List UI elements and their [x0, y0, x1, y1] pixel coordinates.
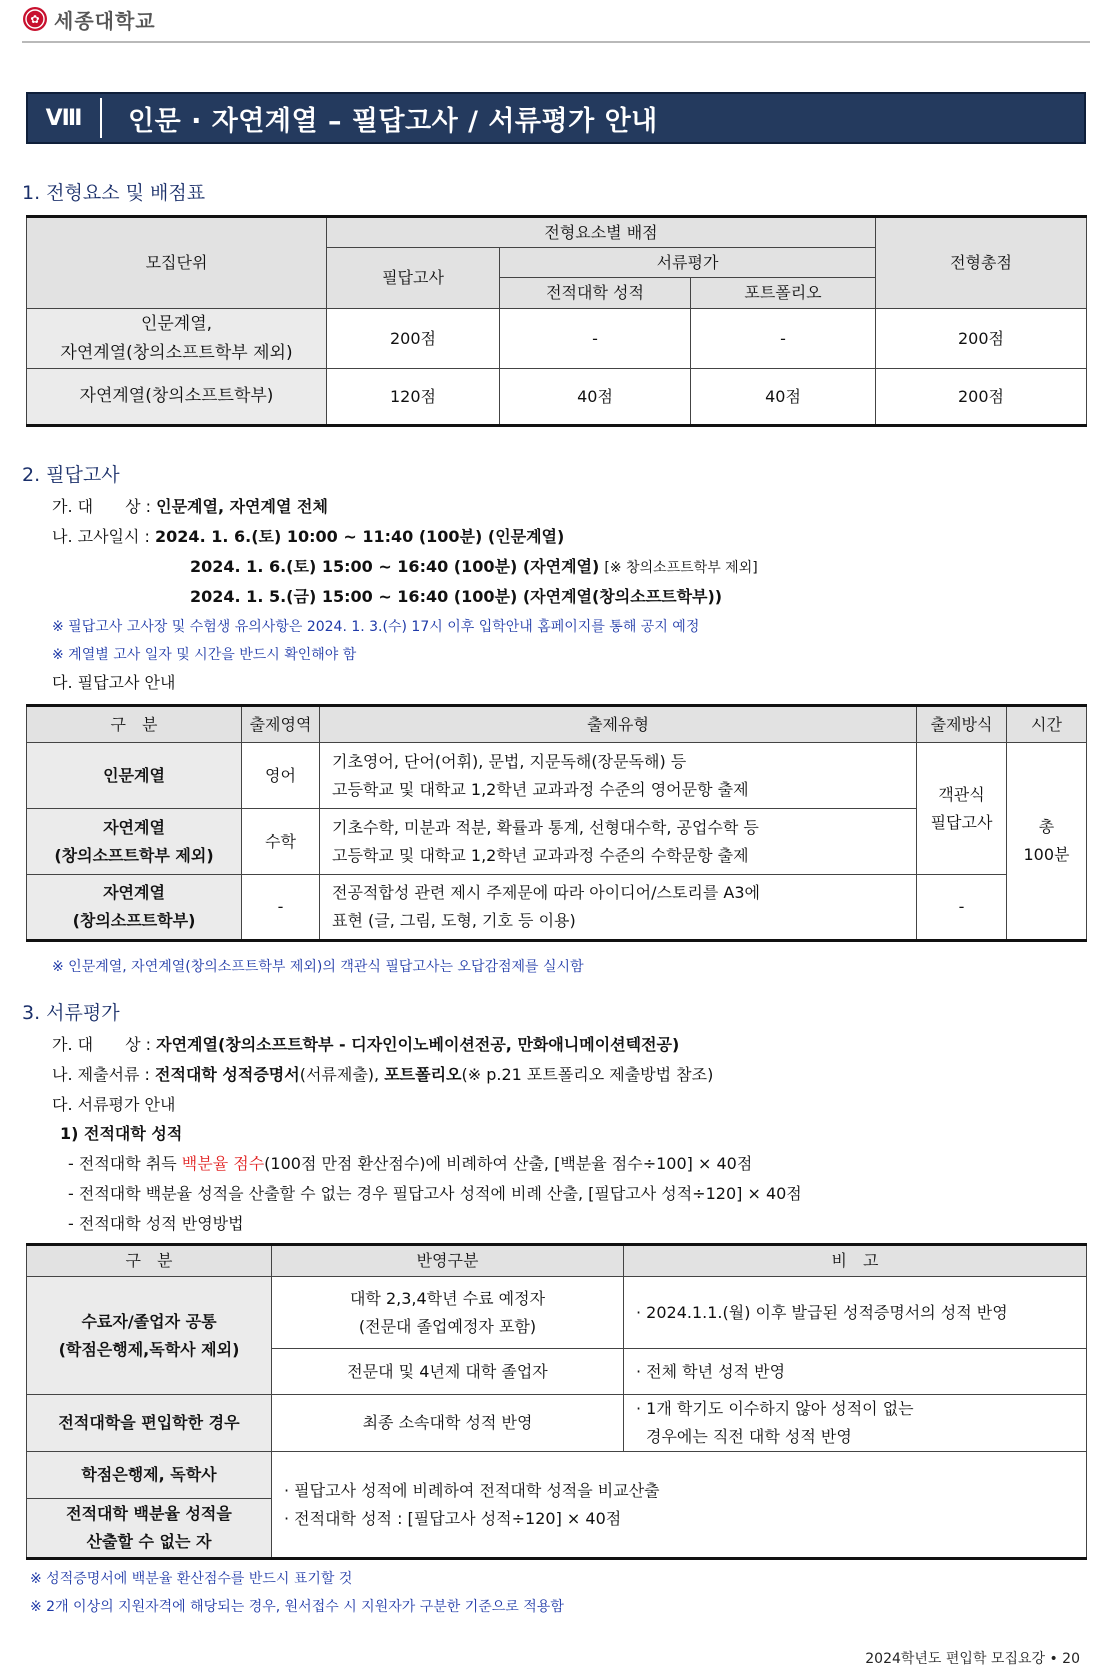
- div-cell: [27, 875, 242, 941]
- div-line: (학점은행제,독학사 제외): [58, 1339, 240, 1359]
- remark-line: 경우에는 직전 대학 성적 반영: [646, 1427, 852, 1446]
- area-cell: 영어: [242, 743, 320, 809]
- section2-heading: 2. 필답고사: [22, 464, 120, 486]
- div-cell: 인문계열: [27, 743, 242, 809]
- time-line: 100분: [1023, 845, 1070, 864]
- logo-text: 세종대학교: [54, 8, 156, 33]
- div-cell: 학점은행제, 독학사: [27, 1452, 272, 1499]
- col-div: 구 분: [27, 1245, 272, 1277]
- table-row: [27, 1277, 1087, 1349]
- col-portfolio: 포트폴리오: [691, 278, 876, 309]
- exam-date-1: 2024. 1. 6.(토) 10:00 ~ 11:40 (100분) (인문계열): [155, 527, 565, 546]
- method-line: 필답고사: [930, 812, 993, 832]
- doc-submit-line: [52, 1062, 713, 1085]
- remark-line: · 1개 학기도 이수하지 않아 성적이 없는: [636, 1399, 914, 1418]
- col-time: 시간: [1007, 706, 1087, 743]
- portfolio-score: 40점: [691, 369, 876, 426]
- rule-text: - 전적대학 취득: [68, 1154, 182, 1173]
- time-line: 총: [1038, 817, 1055, 836]
- div-cell: [27, 1277, 272, 1395]
- exam-date-2: 2024. 1. 6.(토) 15:00 ~ 16:40 (100분) (자연계열): [190, 557, 600, 576]
- col-reflect: 반영구분: [272, 1245, 624, 1277]
- chapter-banner: [26, 92, 1086, 144]
- col-div: 구 분: [27, 706, 242, 743]
- type-line: 전공적합성 관련 제시 주제문에 따라 아이디어/스토리를 A3에: [332, 883, 760, 902]
- grades-table: [26, 1243, 1087, 1560]
- university-seal-icon: [22, 6, 48, 32]
- reflect-cell: 전문대 및 4년제 대학 졸업자: [272, 1349, 624, 1395]
- remark-line: · 필답고사 성적에 비례하여 전적대학 성적을 비교산출: [284, 1480, 660, 1500]
- grades-score: -: [500, 309, 691, 369]
- exam-guide-label: 다. 필답고사 안내: [52, 673, 176, 692]
- banner-divider: [100, 98, 102, 138]
- div-cell: 전적대학을 편입학한 경우: [27, 1395, 272, 1452]
- value: 자연계열(창의소프트학부 - 디자인이노베이션전공, 만화애니메이션텍전공): [156, 1035, 680, 1054]
- unit-line: 자연계열(창의소프트학부 제외): [60, 342, 293, 363]
- grades-score: 40점: [500, 369, 691, 426]
- exam-table: [26, 704, 1087, 942]
- doc-item: 전적대학 성적증명서: [155, 1065, 300, 1084]
- exam-score: 120점: [327, 369, 500, 426]
- svg-text:✿: ✿: [30, 13, 40, 26]
- table-row: [27, 309, 1087, 369]
- table-row: [27, 369, 1087, 426]
- label: 가. 대 상 :: [52, 1035, 152, 1054]
- grades-note: ※ 성적증명서에 백분율 환산점수를 반드시 표기할 것: [30, 1571, 353, 1587]
- type-cell: [320, 809, 917, 875]
- col-method: 출제방식: [917, 706, 1007, 743]
- exam-note: ※ 필답고사 고사장 및 수험생 유의사항은 2024. 1. 3.(수) 17시 이후 입학안내 홈페이지를 통해 공지 예정: [52, 619, 700, 635]
- method-cell: -: [917, 875, 1007, 941]
- type-line: 고등학교 및 대학교 1,2학년 교과과정 수준의 영어문항 출제: [332, 779, 749, 799]
- type-cell: [320, 875, 917, 941]
- table-row: [27, 1452, 1087, 1499]
- header-divider: [22, 41, 1090, 43]
- exam-note: ※ 인문계열, 자연계열(창의소프트학부 제외)의 객관식 필답고사는 오답감점제를 실시함: [52, 959, 584, 975]
- method-cell: [917, 743, 1007, 875]
- exam-note: ※ 계열별 고사 일자 및 시간을 반드시 확인해야 함: [52, 647, 357, 663]
- grades-rule-line: - 전적대학 성적 반영방법: [68, 1214, 244, 1233]
- div-cell: [27, 809, 242, 875]
- div-line: 산출할 수 없는 자: [86, 1532, 212, 1551]
- doc-item-note: (서류제출),: [299, 1065, 385, 1084]
- grades-rule-line: - 전적대학 백분율 성적을 산출할 수 없는 경우 필답고사 성적에 비례 산출, [필답고사 성적÷120] × 40점: [68, 1184, 802, 1203]
- col-docs: 서류평가: [500, 248, 876, 278]
- rule-text: (100점 만점 환산점수)에 비례하여 산출, [백분율 점수÷100] × 40점: [264, 1154, 753, 1173]
- div-line: 자연계열: [103, 817, 165, 837]
- remark-cell: [624, 1395, 1087, 1452]
- div-line: 수료자/졸업자 공통: [81, 1311, 217, 1331]
- section3-heading: 3. 서류평가: [22, 1002, 120, 1024]
- col-unit: 모집단위: [27, 217, 327, 309]
- remark-line: · 전적대학 성적 : [필답고사 성적÷120] × 40점: [284, 1508, 622, 1528]
- label: 나. 제출서류 :: [52, 1065, 150, 1084]
- div-line: (창의소프트학부): [72, 911, 196, 930]
- label: 나. 고사일시 :: [52, 527, 150, 546]
- page-footer: 2024학년도 편입학 모집요강 • 20: [865, 1651, 1080, 1667]
- reflect-line: (전문대 졸업예정자 포함): [358, 1316, 537, 1336]
- doc-item-note: (※ p.21 포트폴리오 제출방법 참조): [461, 1065, 714, 1084]
- score-table: [26, 215, 1087, 427]
- type-line: 고등학교 및 대학교 1,2학년 교과과정 수준의 수학문항 출제: [332, 845, 749, 865]
- portfolio-score: -: [691, 309, 876, 369]
- exam-date-line: [52, 524, 564, 547]
- div-line: 자연계열: [103, 883, 165, 902]
- div-line: 전적대학 백분율 성적을: [66, 1504, 232, 1523]
- table-row: [27, 743, 1087, 809]
- area-cell: 수학: [242, 809, 320, 875]
- method-line: 객관식: [938, 784, 985, 804]
- type-line: 표현 (글, 그림, 도형, 기호 등 이용): [332, 911, 576, 930]
- label: 가. 대 상 :: [52, 497, 152, 516]
- total-score: 200점: [876, 369, 1087, 426]
- exam-target-line: [52, 494, 328, 517]
- type-line: 기초수학, 미분과 적분, 확률과 통계, 선형대수학, 공업수학 등: [332, 817, 759, 837]
- table-row: [27, 875, 1087, 941]
- div-line: (창의소프트학부 제외): [54, 845, 214, 865]
- exam-date-3: 2024. 1. 5.(금) 15:00 ~ 16:40 (100분) (자연계열(창의소프트학부)): [190, 587, 723, 606]
- col-area: 출제영역: [242, 706, 320, 743]
- grades-rule-line: [68, 1151, 752, 1174]
- area-cell: -: [242, 875, 320, 941]
- unit-line: 인문계열,: [140, 313, 213, 334]
- reflect-cell: 최종 소속대학 성적 반영: [272, 1395, 624, 1452]
- reflect-line: 대학 2,3,4학년 수료 예정자: [349, 1288, 546, 1308]
- col-remark: 비 고: [624, 1245, 1087, 1277]
- remark-cell: [272, 1452, 1087, 1559]
- grades-note: ※ 2개 이상의 지원자격에 해당되는 경우, 원서접수 시 지원자가 구분한 기준으로 적용함: [30, 1599, 564, 1615]
- remark-cell: · 2024.1.1.(월) 이후 발급된 성적증명서의 성적 반영: [624, 1277, 1087, 1349]
- unit-cell: 자연계열(창의소프트학부): [27, 369, 327, 426]
- div-cell: [27, 1499, 272, 1559]
- table-row: [27, 1395, 1087, 1452]
- total-score: 200점: [876, 309, 1087, 369]
- doc-guide-label: 다. 서류평가 안내: [52, 1095, 176, 1114]
- section1-heading: 1. 전형요소 및 배점표: [22, 182, 206, 204]
- doc-item: 포트폴리오: [384, 1065, 462, 1084]
- doc-target-line: [52, 1032, 679, 1055]
- chapter-title: 인문 · 자연계열 – 필답고사 / 서류평가 안내: [128, 105, 658, 137]
- exam-date-line: [190, 584, 722, 607]
- exam-date-line: [190, 554, 758, 577]
- exam-date-2-note: [※ 창의소프트학부 제외]: [604, 560, 758, 576]
- col-type: 출제유형: [320, 706, 917, 743]
- col-group: 전형요소별 배점: [327, 217, 876, 248]
- value: 인문계열, 자연계열 전체: [156, 497, 328, 516]
- col-exam: 필답고사: [327, 248, 500, 309]
- highlight-text: 백분율 점수: [181, 1154, 265, 1173]
- university-logo: [22, 4, 156, 34]
- remark-cell: · 전체 학년 성적 반영: [624, 1349, 1087, 1395]
- type-line: 기초영어, 단어(어휘), 문법, 지문독해(장문독해) 등: [332, 751, 687, 771]
- col-total: 전형총점: [876, 217, 1087, 309]
- reflect-cell: [272, 1277, 624, 1349]
- col-grades: 전적대학 성적: [500, 278, 691, 309]
- exam-score: 200점: [327, 309, 500, 369]
- unit-cell: [27, 309, 327, 369]
- chapter-number: Ⅷ: [45, 105, 83, 131]
- grades-subheading: 1) 전적대학 성적: [60, 1124, 183, 1143]
- type-cell: [320, 743, 917, 809]
- time-cell: [1007, 743, 1087, 941]
